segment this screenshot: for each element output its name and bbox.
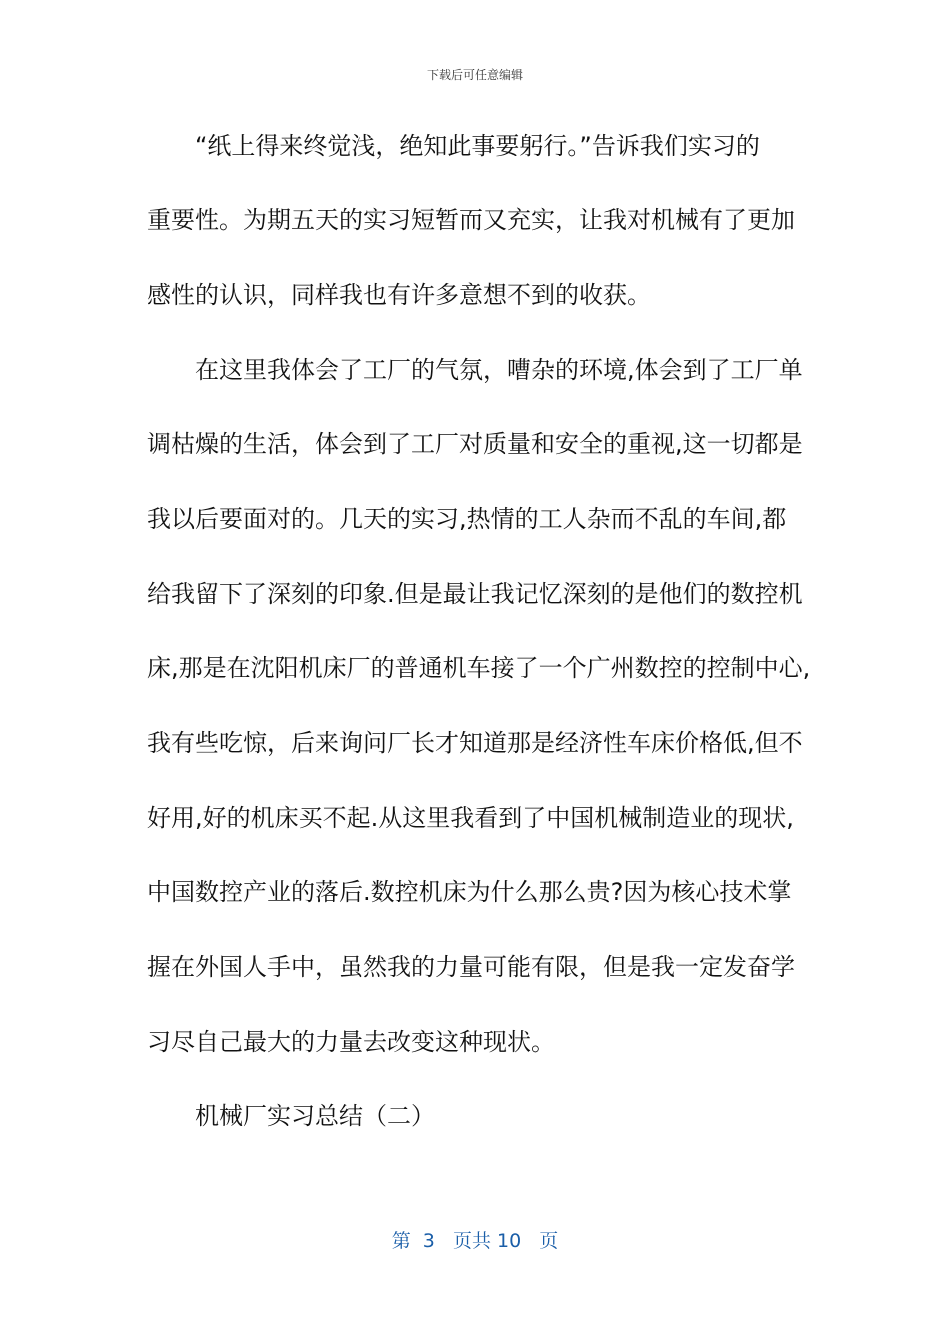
page-header: 下载后可任意编辑 — [426, 68, 523, 82]
paragraph-line: 习尽自己最大的力量去改变这种现状。 — [147, 1028, 555, 1056]
paragraph-line: 中国数控产业的落后.数控机床为什么那么贵?因为核心技术掌 — [147, 878, 792, 906]
paragraph-line: 握在外国人手中，虽然我的力量可能有限，但是我一定发奋学 — [147, 953, 795, 981]
paragraph-line: 床,那是在沈阳机床厂的普通机车接了一个广州数控的控制中心, — [147, 654, 811, 682]
paragraph-line: “纸上得来终觉浅，绝知此事要躬行。”告诉我们实习的 — [195, 132, 760, 160]
paragraph-line: 好用,好的机床买不起.从这里我看到了中国机械制造业的现状, — [147, 804, 794, 832]
paragraph-line: 给我留下了深刻的印象.但是最让我记忆深刻的是他们的数控机 — [147, 580, 803, 608]
paragraph-line: 感性的认识，同样我也有许多意想不到的收获。 — [147, 281, 651, 309]
paragraph-line: 我有些吃惊，后来询问厂长才知道那是经济性车床价格低,但不 — [147, 729, 803, 757]
paragraph-line: 调枯燥的生活，体会到了工厂对质量和安全的重视,这一切都是 — [147, 430, 803, 458]
paragraph-line: 我以后要面对的。几天的实习,热情的工人杂而不乱的车间,都 — [147, 505, 787, 533]
paragraph-line: 在这里我体会了工厂的气氛，嘈杂的环境,体会到了工厂单 — [195, 356, 803, 384]
paragraph-line: 重要性。为期五天的实习短暂而又充实，让我对机械有了更加 — [147, 206, 795, 234]
section-heading: 机械厂实习总结（二） — [195, 1102, 435, 1130]
page-footer: 第 3 页共 10 页 — [391, 1230, 559, 1252]
